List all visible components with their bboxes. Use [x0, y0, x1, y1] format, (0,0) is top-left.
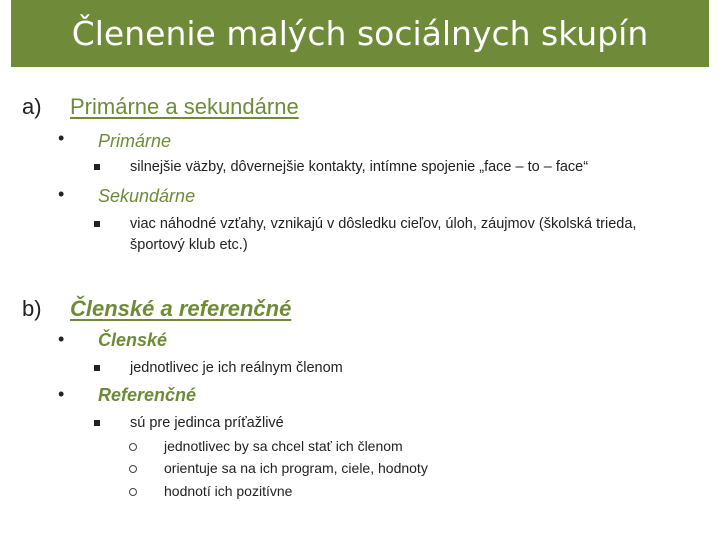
group-primarne-title: Primárne [98, 131, 172, 151]
subitem-referencne-1: jednotlivec by sa chcel stať ich členom [164, 438, 403, 454]
square-bullet [94, 221, 100, 227]
circle-bullet [129, 443, 137, 451]
item-sekundarne-1: viac náhodné vzťahy, vznikajú v dôsledku cieľov, úloh, záujmov (školská trieda, športový klub etc.) [130, 216, 637, 253]
bullet-primarne: • [58, 128, 65, 148]
page-title: Členenie malých sociálnych skupín [71, 14, 649, 53]
section-b-title: Členské a referenčné [70, 296, 292, 321]
item-primarne-1: silnejšie väzby, dôvernejšie kontakty, intímne spojenie „face – to – face“ [130, 159, 589, 175]
square-bullet [94, 164, 100, 170]
bullet-clenske: • [58, 329, 65, 349]
section-a-title: Primárne a sekundárne [70, 94, 299, 119]
item-clenske-1: jednotlivec je ich reálnym členom [130, 360, 343, 376]
title-bar [11, 0, 709, 67]
group-sekundarne-title: Sekundárne [98, 186, 196, 206]
square-bullet [94, 365, 100, 371]
item-referencne-1: sú pre jedinca príťažlivé [130, 415, 284, 431]
subitem-referencne-3: hodnotí ich pozitívne [164, 483, 293, 499]
square-bullet [94, 420, 100, 426]
section-a-marker: a) [22, 94, 42, 119]
subitem-referencne-2: orientuje sa na ich program, ciele, hodnoty [164, 460, 428, 476]
circle-bullet [129, 465, 137, 473]
section-b-marker: b) [22, 296, 42, 321]
group-referencne-title: Referenčné [98, 385, 197, 405]
bullet-referencne: • [58, 384, 65, 404]
bullet-sekundarne: • [58, 184, 65, 204]
group-clenske-title: Členské [98, 330, 168, 350]
circle-bullet [129, 488, 137, 496]
